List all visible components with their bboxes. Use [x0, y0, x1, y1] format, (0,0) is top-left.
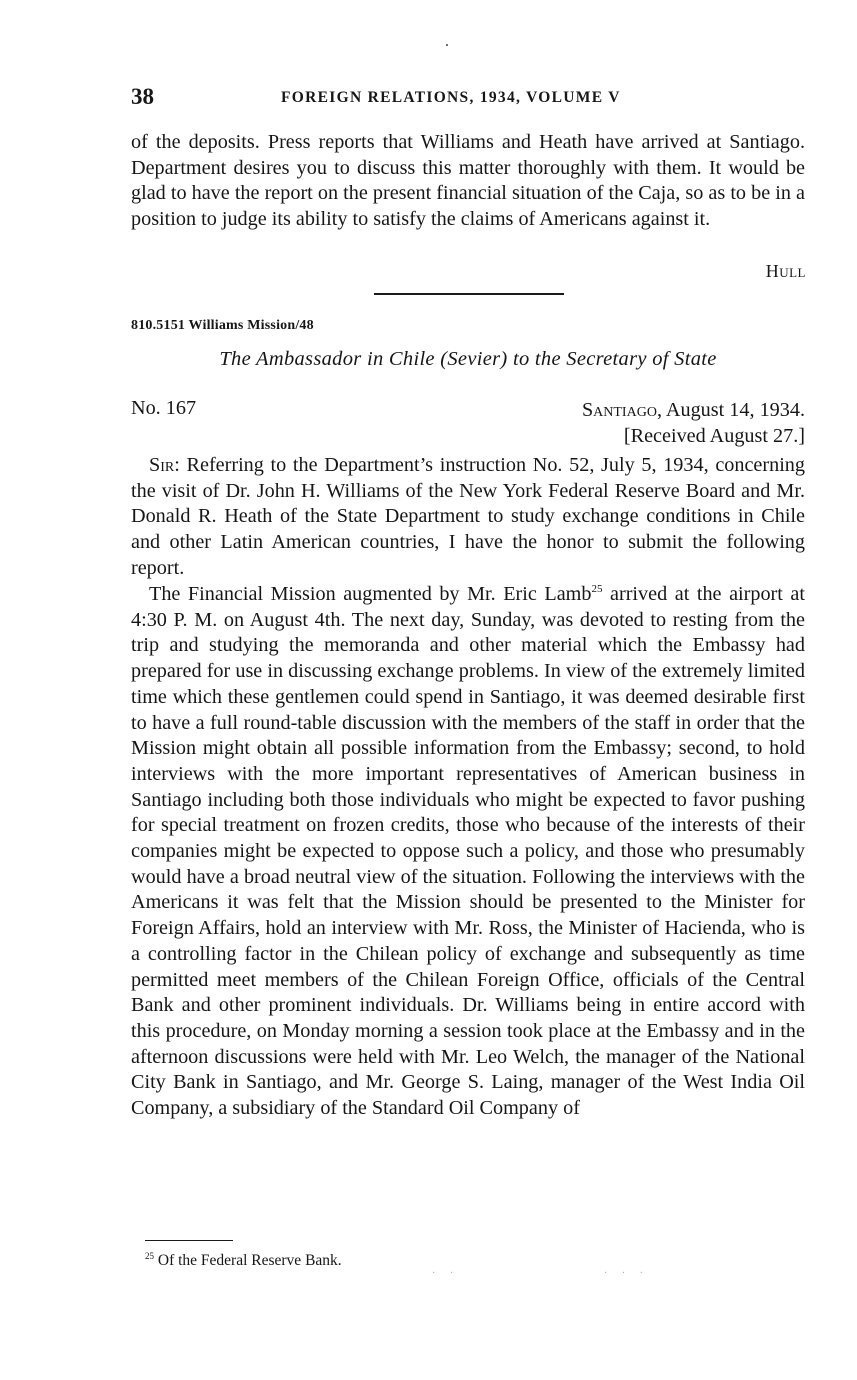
- paragraph-1: [131, 453, 805, 582]
- footnote: [145, 1251, 342, 1270]
- document-title: The Ambassador in Chile (Sevier) to the Secretary of State: [219, 348, 717, 370]
- salutation: Sir: [149, 454, 175, 476]
- date: , August 14, 1934.: [656, 399, 805, 421]
- footnote-rule: [145, 1240, 233, 1241]
- paragraph-2-text-a: The Financial Mission augmented by Mr. Eric Lamb: [149, 583, 592, 605]
- paragraph-2: [131, 582, 805, 1122]
- paragraph-1-text: : Referring to the Department’s instruction No. 52, July 5, 1934, concerning the visit of Dr. John H. Williams of the New York Federal Reserve Board and Mr. Donald R. Heath of the State Department to study exchange conditions in Chile and other Latin American countries, I have the honor to submit the following report.: [131, 454, 805, 579]
- page-header: [131, 84, 805, 112]
- scan-specks-left: · ·: [432, 1268, 460, 1279]
- paragraph-2-text-b: arrived at the airport at 4:30 P. M. on August 4th. The next day, Sunday, was devoted to resting from the trip and studying the memoranda and other material which the Embassy had prepared for use in discussing exchange problems. In view of the extremely limited time which these gentlemen could spend in Santiago, it was deemed desirable first to have a full round-table discussion with the members of the staff in order that the Mission might obtain all possible information from the Embassy; second, to hold interviews with the more important representatives of American business in Santiago including both those individuals who might be expected to favor pushing for special treatment on frozen credits, those who because of the interests of their companies might be expected to oppose such a policy, and those who presumably would have a broad neutral view of the situation. Following the interviews with the Americans it was felt that the Mission should be presented to the Minister for Foreign Affairs, hold an interview with Mr. Ross, the Minister of Hacienda, who is a controlling factor in the Chilean policy of exchange and subsequently as time permitted meet members of the Chilean Foreign Office, officials of the Central Bank and other prominent individuals. Dr. Williams being in entire accord with this procedure, on Monday morning a session took place at the Embassy and in the afternoon discussions were held with Mr. Leo Welch, the manager of the National City Bank in Santiago, and Mr. George S. Laing, manager of the West India Oil Company, a subsidiary of the Standard Oil Company of: [131, 583, 805, 1120]
- page-number: 38: [131, 84, 154, 109]
- footnote-text: Of the Federal Reserve Bank.: [157, 1252, 342, 1269]
- file-number: 810.5151 Williams Mission/48: [131, 318, 314, 333]
- footnote-mark: 25: [145, 1251, 154, 1261]
- received-date: [Received August 27.]: [623, 425, 805, 447]
- scan-speck: [446, 44, 448, 46]
- footnote-reference[interactable]: 25: [591, 583, 603, 595]
- signature: Hull: [765, 261, 806, 281]
- preceding-paragraph: of the deposits. Press reports that Williams and Heath have arrived at Santiago. Department desires you to discuss this matter thoroughly with them. It would be glad to have the report on the present financial situation of the Caja, so as to be in a position to judge its ability to satisfy the claims of Americans against it.: [131, 131, 805, 231]
- scan-specks-right: · · ·: [604, 1268, 649, 1279]
- dateline: [582, 397, 805, 449]
- section-divider: [374, 293, 564, 295]
- running-head: FOREIGN RELATIONS, 1934, VOLUME V: [281, 89, 621, 106]
- place: Santiago: [581, 399, 657, 421]
- place-date: [582, 397, 805, 423]
- document-number: No. 167: [131, 397, 197, 419]
